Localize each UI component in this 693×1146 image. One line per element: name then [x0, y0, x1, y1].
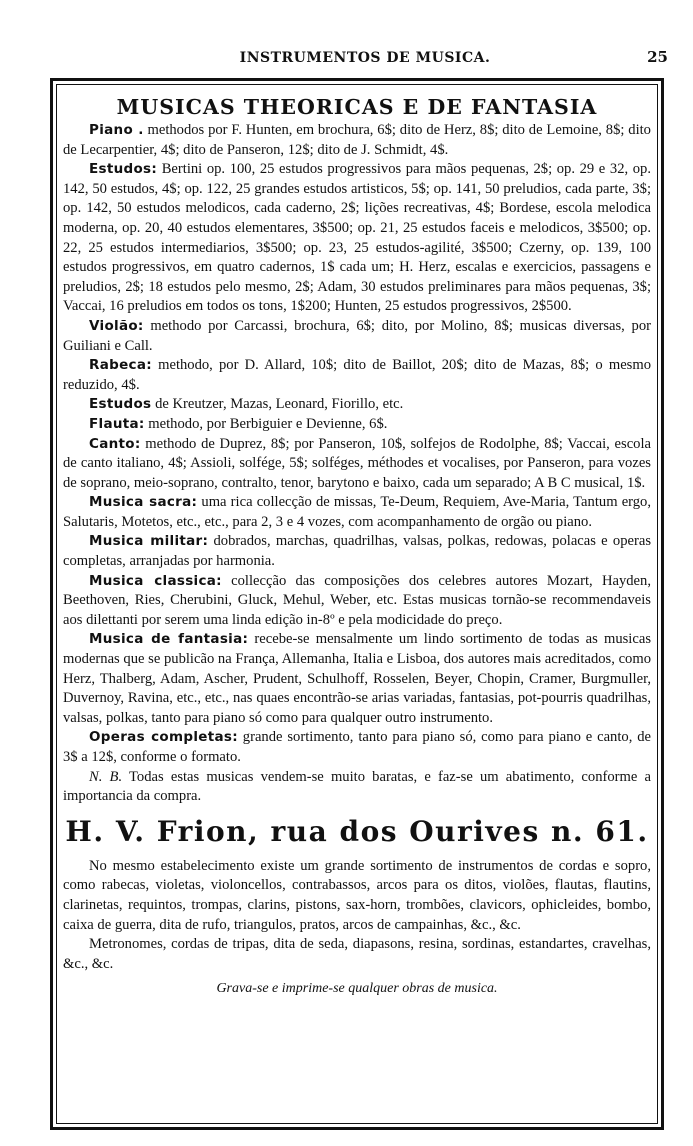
- section-label: Violão:: [89, 317, 144, 334]
- shop-name: H. V. Frion, rua dos Ourives n. 61.: [65, 814, 649, 848]
- section-label: Rabeca:: [89, 357, 152, 374]
- section-operas-completas: [63, 728, 651, 767]
- section-label: Piano .: [89, 122, 144, 138]
- engraving-notice: Grava-se e imprime-se qualquer obras de musica.: [216, 981, 498, 997]
- advertisement-headline: MUSICAS THEORICAS E DE FANTASIA: [116, 95, 598, 119]
- nb-label: N. B.: [89, 768, 123, 785]
- advertisement-frame: [50, 78, 664, 1130]
- section-canto: [63, 435, 651, 494]
- advertisement-body: [63, 93, 651, 1117]
- section-rabeca: [63, 356, 651, 395]
- section-label: Operas completas:: [89, 729, 238, 746]
- nb-text: Todas estas musicas vendem-se muito baratas, e faz-se um abatimento, conforme a importancia da compra.: [63, 768, 651, 805]
- section-violao: [63, 317, 651, 356]
- section-text: methodo de Duprez, 8$; por Panseron, 10$, solfejos de Rodolphe, 8$; Vaccai, escola de canto italiano, 4$; Assioli, solfége, 5$; solféges, méthodes et vocalises, por Panseron, para vozes de soprano, meio-soprano, contralto, tenor, barytono e baixo, cada um separado; A B C musical, 1$.: [63, 435, 651, 491]
- section-label: Estudos: [89, 396, 152, 413]
- running-head: [60, 50, 670, 70]
- section-label: Canto:: [89, 435, 141, 452]
- section-estudos: [63, 160, 651, 317]
- section-text: methodos por F. Hunten, em brochura, 6$; dito de Herz, 8$; dito de Lemoine, 8$; dito de Lecarpentier, 4$; dito de Panseron, 12$; dito de J. Schmidt, 4$.: [63, 122, 651, 158]
- section-estudos-rabeca: [63, 395, 651, 415]
- section-text: recebe-se mensalmente um lindo sortimento de todas as musicas modernas que se publicão na França, Allemanha, Italia e Lisboa, dos autores mais acreditados, como Herz, Thalberg, Adam, Ascher, Prudent, Schulhoff, Rosselen, Beyer, Chopin, Cramer, Burgmuller, Duvernoy, Ravina, etc., etc., nas quaes encontrão-se arias variadas, fantasias, pot-pourris quadrilhas, valsas, polkas, tanto para piano só como para qualquer outro instrumento.: [63, 631, 651, 726]
- section-text: methodo, por Berbiguier e Devienne, 6$.: [148, 415, 388, 432]
- section-label: Musica classica:: [89, 572, 222, 589]
- section-label: Musica sacra:: [89, 494, 198, 511]
- section-text: collecção das composições dos celebres autores Mozart, Hayden, Beethoven, Ries, Cherubini, Gluck, Mehul, Weber, etc. Estas musicas tornão-se recommendaveis aos dilettanti por serem uma linda edição in-8º e pela modicidade do preço.: [63, 572, 651, 628]
- section-label: Musica de fantasia:: [89, 631, 249, 648]
- section-musica-sacra: [63, 493, 651, 532]
- section-text: de Kreutzer, Mazas, Leonard, Fiorillo, etc.: [155, 396, 404, 413]
- shop-paragraph: Metronomes, cordas de tripas, dita de seda, diapasons, resina, sordinas, estandartes, cravelhas, &c., &c.: [63, 936, 651, 972]
- section-label: Estudos:: [89, 161, 158, 178]
- section-text: grande sortimento, tanto para piano só, como para piano e canto, de 3$ a 12$, conforme o formato.: [63, 729, 651, 765]
- section-text: dobrados, marchas, quadrilhas, valsas, polkas, redowas, polacas e operas completas, arranjadas por harmonia.: [63, 533, 652, 570]
- section-text: uma rica collecção de missas, Te-Deum, Requiem, Ave-Maria, Tantum ergo, Salutaris, Motetos, etc., etc., para 2, 3 e 4 vozes, com acompanhamento de orgão ou piano.: [63, 494, 652, 530]
- section-piano: [63, 121, 651, 160]
- section-text: Bertini op. 100, 25 estudos progressivos para mãos pequenas, 2$; op. 29 e 32, op. 142, 50 estudos, 4$; op. 122, 25 grandes estudos artisticos, 5$; op. 141, 50 preludios, cada parte, 3$; op. 142, 50 estudos melodicos, cada caderno, 2$; lições recreativas, 4$; Bordese, escola melodica moderna, op. 20, 40 estudos elementares, 3$500; op. 21, 25 estudos faceis e melodicos, 3$500; op. 22, 25 estudos intermediarios, 3$500; op. 23, 25 estudos-agilité, 3$500; Czerny, op. 139, 100 estudos progressivos, em quatro cadernos, 1$ cada um; H. Herz, escalas e exercicios, passagens e preludios, 2$; 18 estudos pelo mesmo, 2$; Adam, 30 estudos preliminares para mãos pequenas, 3$; Vaccai, 16 preludios em todos os tons, 1$200; Hunten, 25 estudos progressivos, 2$500.: [63, 161, 651, 315]
- nota-bene: [63, 768, 651, 807]
- section-label: Musica militar:: [89, 533, 209, 550]
- running-title: INSTRUMENTOS DE MUSICA.: [239, 50, 491, 66]
- section-flauta: [63, 415, 651, 435]
- shop-paragraph: No mesmo estabelecimento existe um grande sortimento de instrumentos de cordas e sopro, como rabecas, violetas, violoncellos, contrabassos, arcos para os ditos, violões, flautas, flautins, clarinetas, requintos, trompas, clarins, pistons, sax-horn, trombões, clavicors, ophicleides, bombo, caixa de guerra, dita de rufo, triangulos, pratos, arcos de campainhas, &c., &c.: [63, 857, 651, 933]
- page-number: 25: [647, 48, 668, 66]
- section-text: methodo por Carcassi, brochura, 6$; dito, por Molino, 8$; musicas diversas, por Guiliani e Call.: [63, 317, 651, 354]
- section-musica-classica: [63, 572, 651, 631]
- section-musica-militar: [63, 532, 651, 571]
- section-musica-fantasia: [63, 630, 651, 728]
- section-text: methodo, por D. Allard, 10$; dito de Baillot, 20$; dito de Mazas, 8$; o mesmo reduzido, 4$.: [63, 357, 651, 393]
- section-label: Flauta:: [89, 415, 145, 432]
